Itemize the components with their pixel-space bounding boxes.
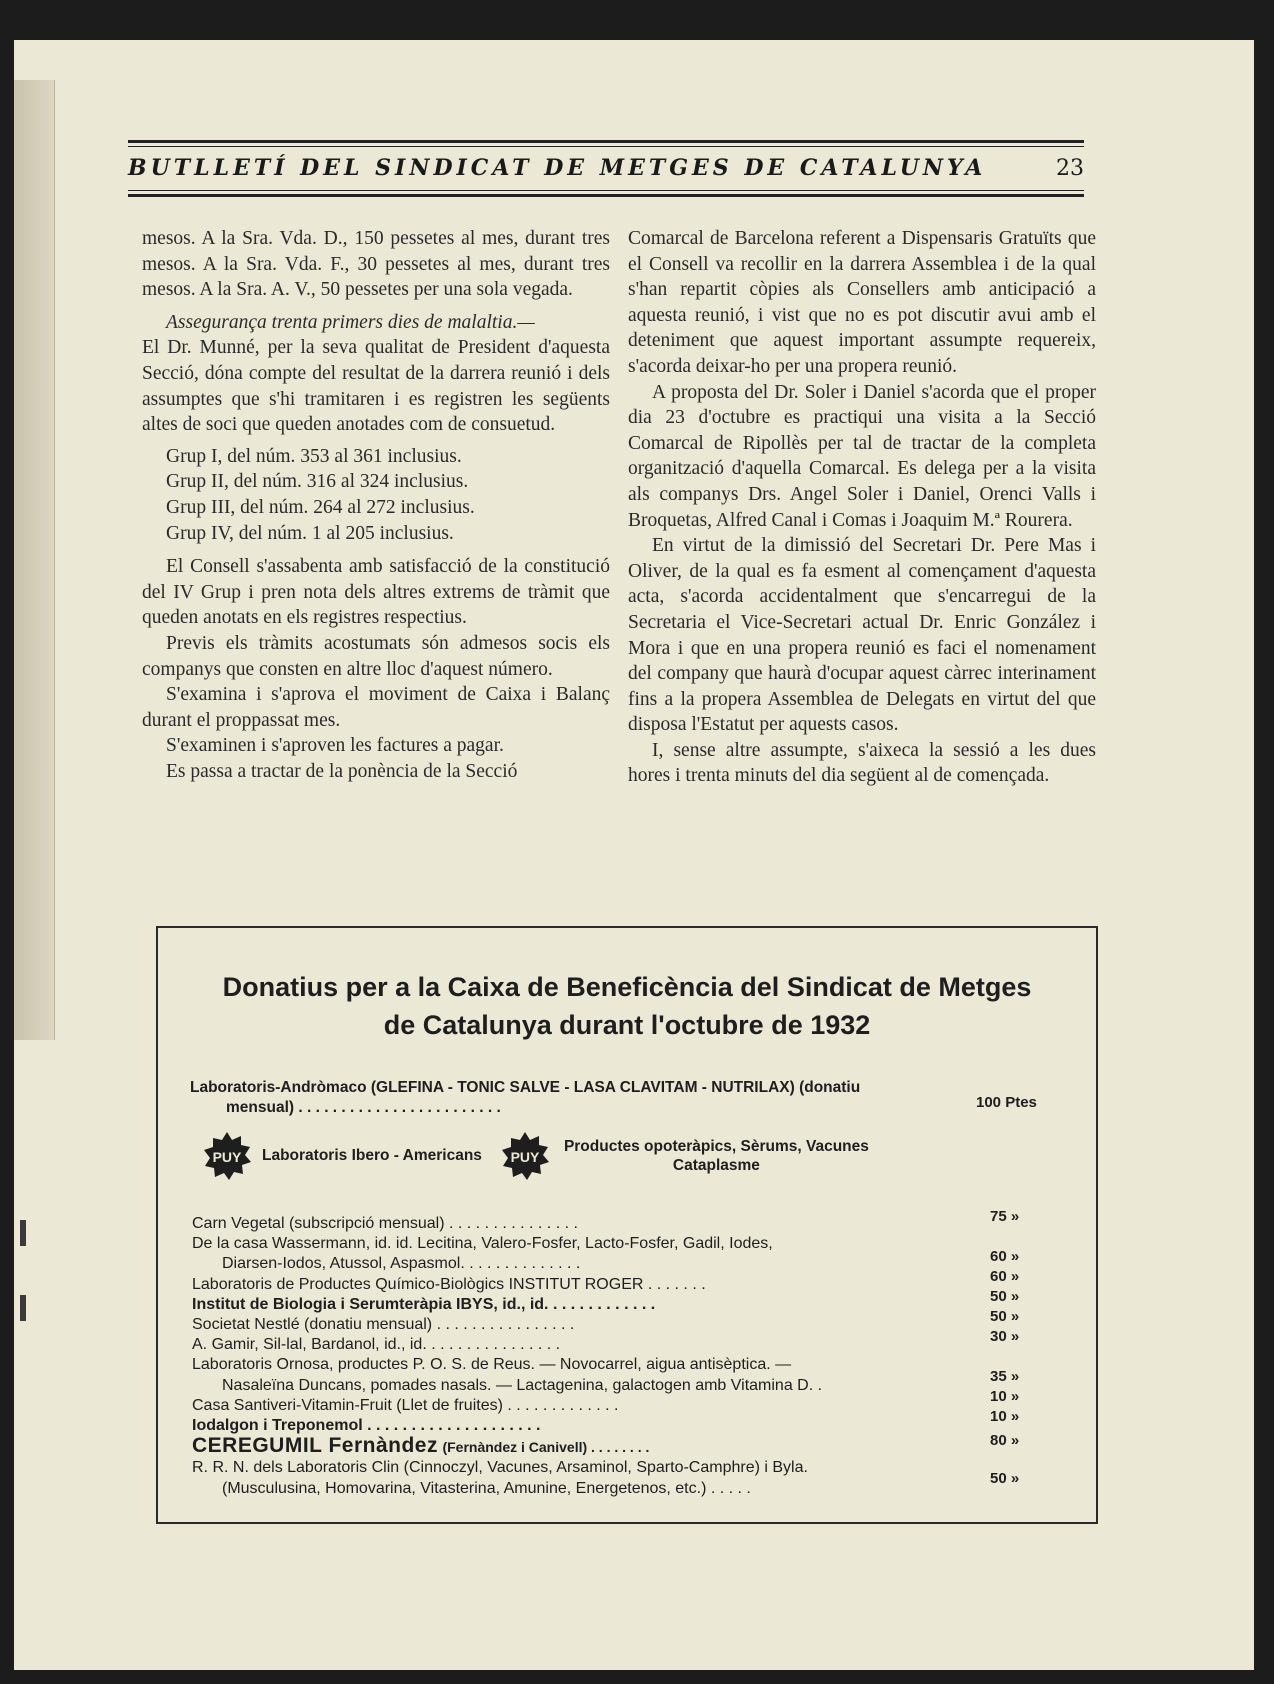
left-column bbox=[142, 226, 610, 784]
margin-mark bbox=[20, 1220, 26, 1246]
paragraph: El Consell s'assabenta amb satisfacció de la constitució del IV Grup i pren nota dels altres extrems de tràmit que queden anotats en els registres respectius. bbox=[142, 556, 610, 629]
amount: 60 » bbox=[990, 1248, 1020, 1265]
amount: 80 » bbox=[990, 1432, 1020, 1449]
paragraph: El Dr. Munné, per la seva qualitat de President d'aquesta Secció, dóna compte del resultat de la darrera reunió i dels assumptes que s'hi tramitaren i es registren les següents altes de soci que queden anotades com de consuetud. bbox=[142, 337, 610, 436]
list-item: Nasaleïna Duncans, pomades nasals. — Lactagenina, galactogen amb Vitamina D. . bbox=[222, 1376, 823, 1394]
list-item: Casa Santiveri-Vitamin-Fruit (Llet de fruites) . . . . . . . . . . . . . bbox=[192, 1396, 619, 1414]
first-donor: Laboratoris-Andròmaco (GLEFINA - TONIC SALVE - LASA CLAVITAM - NUTRILAX) (donatiu mensual) . . . . . . . . . . . . . . . . . . . . . . . . bbox=[190, 1079, 861, 1116]
donations-title: Donatius per a la Caixa de Beneficència del Sindicat de Metges de Catalunya durant l'octubre de 1932 bbox=[222, 972, 1032, 1040]
journal-title: BUTLLETÍ DEL SINDICAT DE METGES DE CATALUNYA bbox=[128, 155, 987, 181]
header-rule-top bbox=[128, 140, 1084, 143]
svg-text:PUY: PUY bbox=[212, 1149, 242, 1165]
header-rule-top-thin bbox=[128, 146, 1084, 147]
list-item: Societat Nestlé (donatiu mensual) . . . . . . . . . . . . . . . . bbox=[192, 1316, 575, 1334]
puy-logo-icon bbox=[500, 1131, 550, 1181]
list-item: Diarsen-Iodos, Atussol, Aspasmol. . . . . . . . . . . . . . bbox=[222, 1255, 581, 1273]
amount: 35 » bbox=[990, 1368, 1020, 1385]
right-column bbox=[628, 226, 1096, 789]
amount: 60 » bbox=[990, 1268, 1020, 1285]
list-item: Laboratoris de Productes Químico-Biològics INSTITUT ROGER . . . . . . . bbox=[192, 1275, 706, 1293]
left-page-edge bbox=[14, 80, 55, 1040]
svg-text:PUY: PUY bbox=[510, 1149, 540, 1165]
paragraph: Es passa a tractar de la ponència de la Secció bbox=[166, 760, 518, 782]
amount: 30 » bbox=[990, 1328, 1020, 1345]
list-item: CEREGUMIL Fernàndez (Fernàndez i Canivell) . . . . . . . . bbox=[192, 1436, 650, 1458]
amount: 50 » bbox=[990, 1288, 1020, 1305]
list-item: Carn Vegetal (subscripció mensual) . . . . . . . . . . . . . . . bbox=[192, 1215, 578, 1232]
ceregumil-brand: CEREGUMIL Fernàndez bbox=[192, 1436, 438, 1458]
paragraph: S'examina i s'aprova el moviment de Caixa i Balanç durant el proppassat mes. bbox=[142, 684, 610, 731]
header-rule-bottom bbox=[128, 194, 1084, 197]
group-item: Grup IV, del núm. 1 al 205 inclusius. bbox=[166, 522, 454, 544]
group-list bbox=[142, 444, 610, 546]
puy-logo-icon bbox=[202, 1131, 252, 1181]
paragraph bbox=[142, 310, 610, 336]
paragraph: mesos. A la Sra. Vda. D., 150 pessetes al mes, durant tres mesos. A la Sra. Vda. F., 30 pessetes al mes, durant tres mesos. A la Sra. A. V., 50 pessetes per una sola vegada. bbox=[142, 228, 610, 301]
paragraph: Comarcal de Barcelona referent a Dispensaris Gratuïts que el Consell va recollir en la darrera Assemblea i de la qual s'han repartit còpies als Consellers amb anticipació a aquesta reunió, i vist que no es pot discutir avui amb el deteniment que aquest important assumpte requereix, s'acorda deixar-ho per una propera reunió. bbox=[628, 228, 1096, 377]
section-heading: Assegurança trenta primers dies de malaltia.— bbox=[166, 311, 535, 333]
paragraph: S'examinen i s'aproven les factures a pagar. bbox=[166, 735, 504, 757]
amount: 50 » bbox=[990, 1470, 1020, 1487]
group-item: Grup I, del núm. 353 al 361 inclusius. bbox=[166, 445, 462, 467]
list-item: Iodalgon i Treponemol . . . . . . . . . . . . . . . . . . . . bbox=[192, 1417, 541, 1435]
paragraph: En virtut de la dimissió del Secretari Dr. Pere Mas i Oliver, de la qual es fa esment al començament d'aquesta acta, s'acorda accidentalment que s'encarregui de la Secretaria el Vice-Secretari actual Dr. Enric González i Mora i que en una propera reunió es faci el nomenament del company que haurà d'ocupar aquest càrrec interinament fins a la propera Assemblea de Delegats en virtut del que disposa l'Estatut per aquests casos. bbox=[628, 535, 1096, 736]
list-item: (Musculusina, Homovarina, Vitasterina, Amunine, Energetenos, etc.) . . . . . bbox=[222, 1479, 751, 1497]
puy-products: Productes opoteràpics, Sèrums, Vacunes Cataplasme bbox=[563, 1138, 869, 1174]
list-item: De la casa Wassermann, id. id. Lecitina, Valero-Fosfer, Lacto-Fosfer, Gadil, Iodes, bbox=[192, 1235, 773, 1253]
paragraph: Previs els tràmits acostumats són admesos socis els companys que consten en altre lloc d'aquest número. bbox=[142, 632, 610, 680]
donations-box bbox=[156, 926, 1098, 1524]
first-donor-amount: 100 Ptes bbox=[976, 1094, 1037, 1111]
list-item: Laboratoris Ornosa, productes P. O. S. de Reus. — Novocarrel, aigua antisèptica. — bbox=[192, 1356, 792, 1374]
paragraph: A proposta del Dr. Soler i Daniel s'acorda que el proper dia 23 d'octubre es practiqui una visita a la Secció Comarcal de Ripollès per tal de tractar de la completa organització d'aquella Comarcal. Es delega per a la visita als companys Drs. Angel Soler i Daniel, Orenci Valls i Broquetas, Alfred Canal i Comas i Joaquim M.ª Rourera. bbox=[628, 381, 1096, 531]
group-item: Grup II, del núm. 316 al 324 inclusius. bbox=[166, 471, 469, 493]
margin-mark bbox=[20, 1295, 26, 1321]
puy-advert bbox=[202, 1128, 1002, 1184]
group-item: Grup III, del núm. 264 al 272 inclusius. bbox=[166, 496, 475, 518]
list-item: R. R. N. dels Laboratoris Clin (Cinnoczyl, Vacunes, Arsaminol, Sparto-Camphre) i Byla. bbox=[192, 1459, 808, 1477]
amount: 10 » bbox=[990, 1388, 1020, 1405]
header-rule-bottom-thin bbox=[128, 190, 1084, 191]
page-number: 23 bbox=[1056, 155, 1084, 181]
list-item: A. Gamir, Sil-lal, Bardanol, id., id. . . . . . . . . . . . . . . . bbox=[192, 1336, 561, 1354]
list-item: Institut de Biologia i Serumteràpia IBYS, id., id. . . . . . . . . . . . . bbox=[192, 1295, 656, 1313]
amount: 10 » bbox=[990, 1408, 1020, 1425]
amount: 75 » bbox=[990, 1208, 1020, 1225]
running-header bbox=[128, 150, 1084, 186]
puy-label: Laboratoris Ibero - Americans bbox=[262, 1147, 482, 1164]
amount: 50 » bbox=[990, 1308, 1020, 1325]
donations-list bbox=[192, 1214, 972, 1499]
paragraph: I, sense altre assumpte, s'aixeca la sessió a les dues hores i trenta minuts del dia següent al de començada. bbox=[628, 739, 1096, 787]
